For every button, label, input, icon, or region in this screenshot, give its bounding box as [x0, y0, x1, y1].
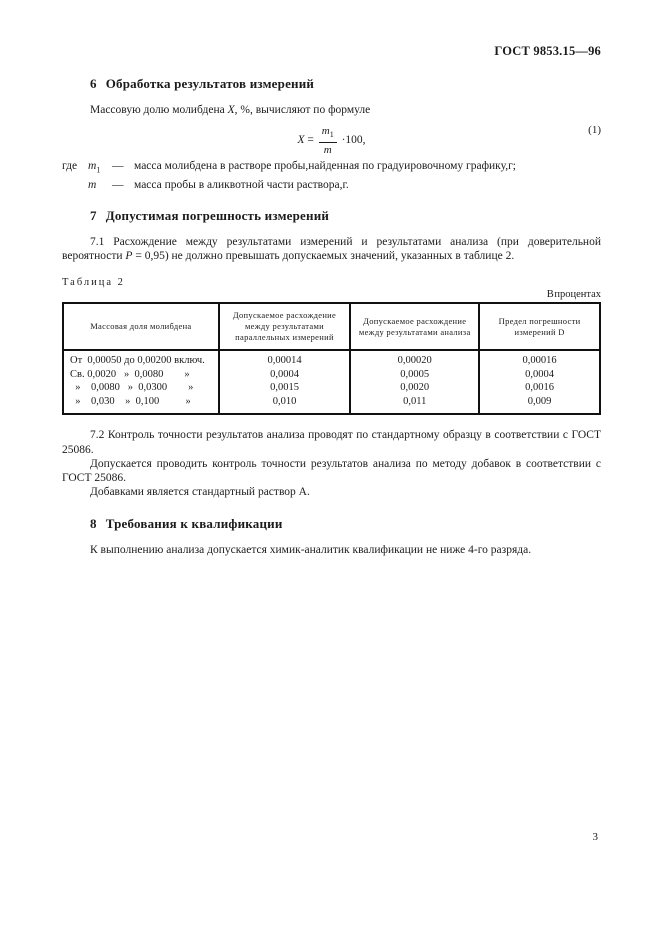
legend-prefix: где	[62, 160, 78, 173]
table-cell: 0,00014	[267, 355, 302, 367]
section-8-number: 8	[90, 516, 97, 532]
section-7-title: Допустимая погрешность измерений	[105, 207, 330, 223]
formula-variable-x: X	[227, 104, 235, 116]
table-cell: » 0,030 » 0,100 »	[70, 395, 191, 407]
table-header-row	[63, 303, 600, 350]
section-6-heading	[62, 76, 601, 92]
para-7-2: 7.2 Контроль точности результатов анализа проводят по стандартному образцу в соответствии с ГОСТ 25086.	[62, 429, 601, 456]
intro-text-before: Массовую долю молибдена	[90, 104, 228, 116]
section-6-title: Обработка результатов измерений	[105, 76, 315, 91]
table-cell: 0,0005	[400, 368, 430, 380]
formula-1	[62, 122, 601, 156]
doc-standard-number: ГОСТ 9853.15—96	[494, 44, 601, 58]
para-7-1-after: = 0,95) не должно превышать допускаемых значений, указанных в таблице 2.	[132, 250, 515, 263]
para-7-1-before: 7.1 Расхождение между результатами измерений и результатами анализа (при доверительной вероятности	[62, 235, 601, 263]
legend-term-m: m	[88, 178, 97, 191]
table-cell: 0,009	[527, 395, 552, 407]
table-cell: » 0,0080 » 0,0300 »	[70, 382, 194, 394]
table-cell: 0,0015	[270, 382, 299, 394]
para-7-3: Допускается проводить контроль точности результатов анализа по методу добавок в соответствии с ГОСТ 25086.	[62, 457, 601, 484]
table-caption: Таблица 2	[62, 277, 125, 289]
column-error-limit	[479, 350, 600, 414]
equation-number: (1)	[588, 124, 601, 137]
legend-definition-m: масса пробы в аликвотной части раствора,г.	[134, 178, 349, 191]
table-cell: От 0,00050 до 0,00200 включ.	[70, 355, 205, 367]
formula-multiplier: ·100,	[338, 134, 366, 147]
column-mass-fraction	[63, 350, 219, 414]
page-content	[62, 44, 601, 558]
legend-prefix-spacer	[62, 178, 88, 192]
table-cell: 0,0016	[525, 382, 555, 394]
probability-variable-p: P	[125, 250, 133, 263]
page-number: 3	[592, 831, 598, 843]
section-6-number: 6	[90, 76, 97, 91]
section-7-number: 7	[90, 207, 97, 223]
header-analysis-discrepancy: Допускаемое расхождение между результатами анализа	[350, 303, 479, 350]
formula-expression	[297, 125, 365, 156]
table-cell: 0,0004	[270, 368, 299, 380]
table-cell: 0,00016	[522, 355, 557, 367]
table-cell: 0,010	[272, 395, 297, 407]
section-6-intro	[62, 103, 601, 117]
legend-line-m1	[62, 159, 601, 178]
table-cell: Св. 0,0020 » 0,0080 »	[70, 368, 190, 380]
formula-equals: =	[304, 134, 317, 147]
table-body-row	[63, 350, 600, 414]
para-7-1	[62, 235, 601, 263]
legend-dash: —	[112, 178, 124, 191]
intro-text-after: , %, вычисляют по формуле	[234, 104, 371, 116]
legend-line-m	[62, 178, 601, 192]
section-7-heading	[62, 208, 601, 224]
column-analysis-discrepancy	[350, 350, 479, 414]
tolerance-table	[62, 302, 601, 415]
header-error-limit: Предел погрешности измерений D	[479, 303, 600, 350]
legend-term-m1: $m_1$	[88, 160, 101, 175]
table-cell: 0,0004	[525, 368, 555, 380]
para-7-4: Добавками является стандартный раствор А.	[90, 486, 310, 499]
para-8-1: К выполнению анализа допускается химик-аналитик квалификации не ниже 4-го разряда.	[90, 544, 532, 557]
fraction-numerator: $m_1$	[319, 125, 337, 143]
table-cell: 0,0020	[400, 382, 430, 394]
section-8-heading	[62, 516, 601, 532]
legend-dash: —	[112, 160, 124, 173]
section-8-title: Требования к квалификации	[105, 516, 283, 532]
table-cell: 0,00020	[397, 355, 432, 367]
header-parallel-discrepancy: Допускаемое расхождение между результатами параллельных измерений	[219, 303, 351, 350]
formula-fraction	[319, 125, 337, 156]
column-parallel-discrepancy	[219, 350, 351, 414]
table-cell: 0,011	[403, 395, 427, 407]
fraction-denominator: m	[323, 144, 332, 157]
header-mass-fraction: Массовая доля молибдена	[63, 303, 219, 350]
legend-definition-m1: масса молибдена в растворе пробы,найденная по градуировочному графику,г;	[134, 160, 516, 173]
formula-legend	[62, 159, 601, 192]
formula-lhs: X	[297, 134, 305, 147]
table-units-note: В процентах	[546, 289, 601, 301]
